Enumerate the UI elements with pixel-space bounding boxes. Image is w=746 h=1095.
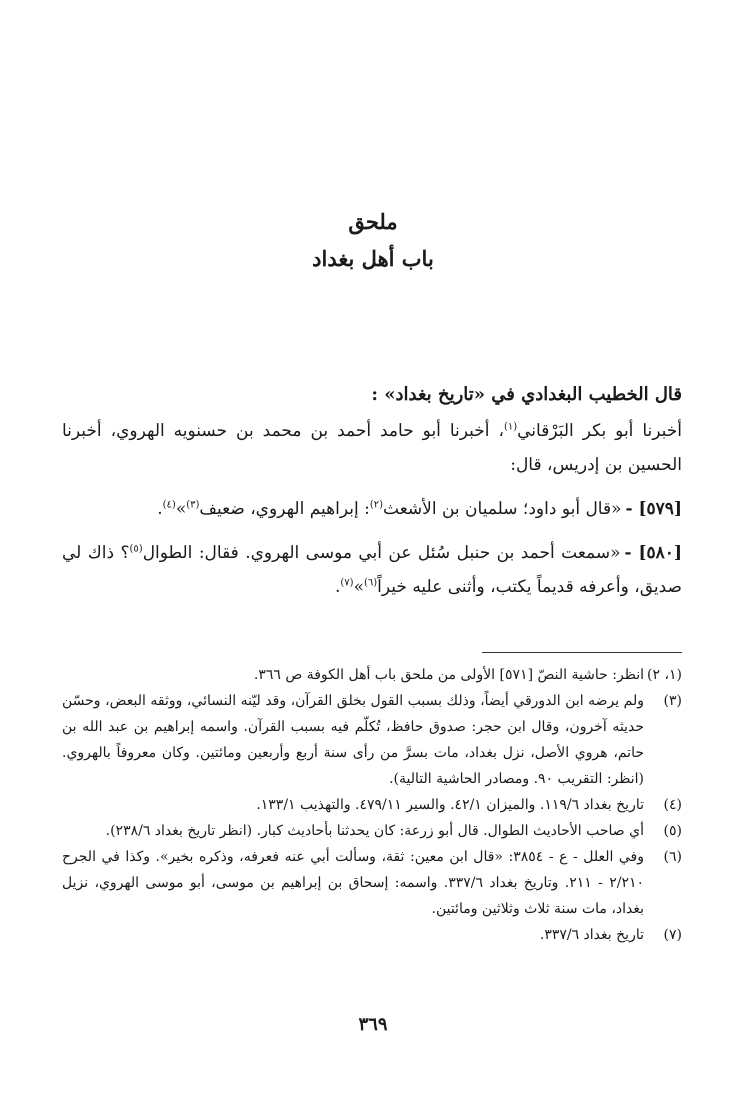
main-text <box>62 378 682 614</box>
entry-text: «قال أبو داود؛ سلميان بن الأشعث <box>383 499 622 519</box>
entry-text: » <box>353 577 364 597</box>
appendix-title: ملحق <box>348 209 398 234</box>
footnotes <box>62 662 682 948</box>
footnote <box>62 844 682 922</box>
chapter-title: باب أهل بغداد <box>312 246 434 271</box>
entry-580 <box>62 536 682 604</box>
footnote-text: وفي العلل - ع - ٣٨٥٤: «قال ابن معين: ثقة، وسألت أبي عنه فعرفه، وذكره بخير». وكذا في الجرح ٢/٢١٠ - ٢١١. وتاريخ بغداد ٣٣٧/٦. واسمه: إسحاق بن إبراهيم بن موسى، أبو موسى الهروي، نزيل بغداد، مات سنة ثلاث وثلاثين ومائتين. <box>62 849 645 917</box>
footnote-separator <box>482 652 682 653</box>
footnote-ref: (٦) <box>363 577 378 589</box>
isnad-text: ، أخبرنا أبو حامد أحمد بن محمد بن حسنويه الهروي، أخبرنا الحسين بن إدريس، قال: <box>62 421 682 475</box>
entry-number: [٥٧٩] - <box>625 499 682 519</box>
footnote-mark: (١، ٢) <box>647 667 682 683</box>
footnote-text: تاريخ بغداد ٣٣٧/٦. <box>539 927 644 943</box>
footnote-ref: (٢) <box>369 499 383 511</box>
footnote-mark: (٥) <box>663 823 682 839</box>
entry-text: » <box>175 499 187 519</box>
entry-text: . <box>157 499 163 519</box>
page-number: ٣٦٩ <box>358 1014 388 1035</box>
footnote <box>62 792 682 818</box>
footnote-ref: (٧) <box>340 577 354 589</box>
footnote-ref: (٥) <box>129 543 143 555</box>
isnad-text: أخبرنا أبو بكر البَرْقاني <box>517 421 682 441</box>
footnote-ref: (١) <box>503 421 518 433</box>
footnote <box>62 662 682 688</box>
isnad-paragraph <box>62 414 682 482</box>
footnote-text: تاريخ بغداد ١١٩/٦. والميزان ٤٢/١. والسير ٤٧٩/١١. والتهذيب ١٣٣/١. <box>256 797 644 813</box>
footnote-text: ولم يرضه ابن الدورقي أيضاً، وذلك بسبب القول بخلق القرآن، وقد ليّنه النسائي، ووثقه البعض، وحسّن حديثه آخرون، وقال ابن حجر: صدوق حافظ، تُكلّم فيه بسبب القرآن. واسمه إبراهيم بن عبد الله بن حاتم، هروي الأصل، نزل بغداد، مات بسرَّ من رأى سنة أربع وأربعين ومائتين. وكان معروفاً بالهروي. (انظر: التقريب ٩٠. ومصادر الحاشية التالية). <box>62 693 644 787</box>
footnote-text: أي صاحب الأحاديث الطوال. قال أبو زرعة: كان يحدثنا بأحاديث كبار. (انظر تاريخ بغداد ٢٣٨/٦). <box>105 823 644 839</box>
entry-text: : إبراهيم الهروي، ضعيف <box>199 499 370 519</box>
footnote-mark: (٤) <box>663 797 682 813</box>
footnote-ref: (٣) <box>186 499 200 511</box>
entry-text: «سمعت أحمد بن حنبل سُئل عن أبي موسى الهروي. فقال: الطوال <box>142 543 621 563</box>
footnote <box>62 922 682 948</box>
lead-sentence: قال الخطيب البغدادي في «تاريخ بغداد» : <box>371 384 682 405</box>
entry-text: ؟ ذاك لي صديق، وأعرفه قديماً يكتب، وأثنى عليه خيراً <box>62 543 682 597</box>
footnote <box>62 688 682 792</box>
entry-579 <box>62 492 682 526</box>
heading-block <box>0 205 746 279</box>
footnote-mark: (٣) <box>663 693 682 709</box>
entry-number: [٥٨٠] - <box>624 543 682 563</box>
footnote-mark: (٦) <box>663 849 682 865</box>
footnote-mark: (٧) <box>663 927 682 943</box>
footnote-ref: (٤) <box>162 499 176 511</box>
entry-text: . <box>334 577 341 597</box>
footnote-text: انظر: حاشية النصّ [٥٧١] الأولى من ملحق باب أهل الكوفة ص ٣٦٦. <box>253 667 644 683</box>
footnote <box>62 818 682 844</box>
